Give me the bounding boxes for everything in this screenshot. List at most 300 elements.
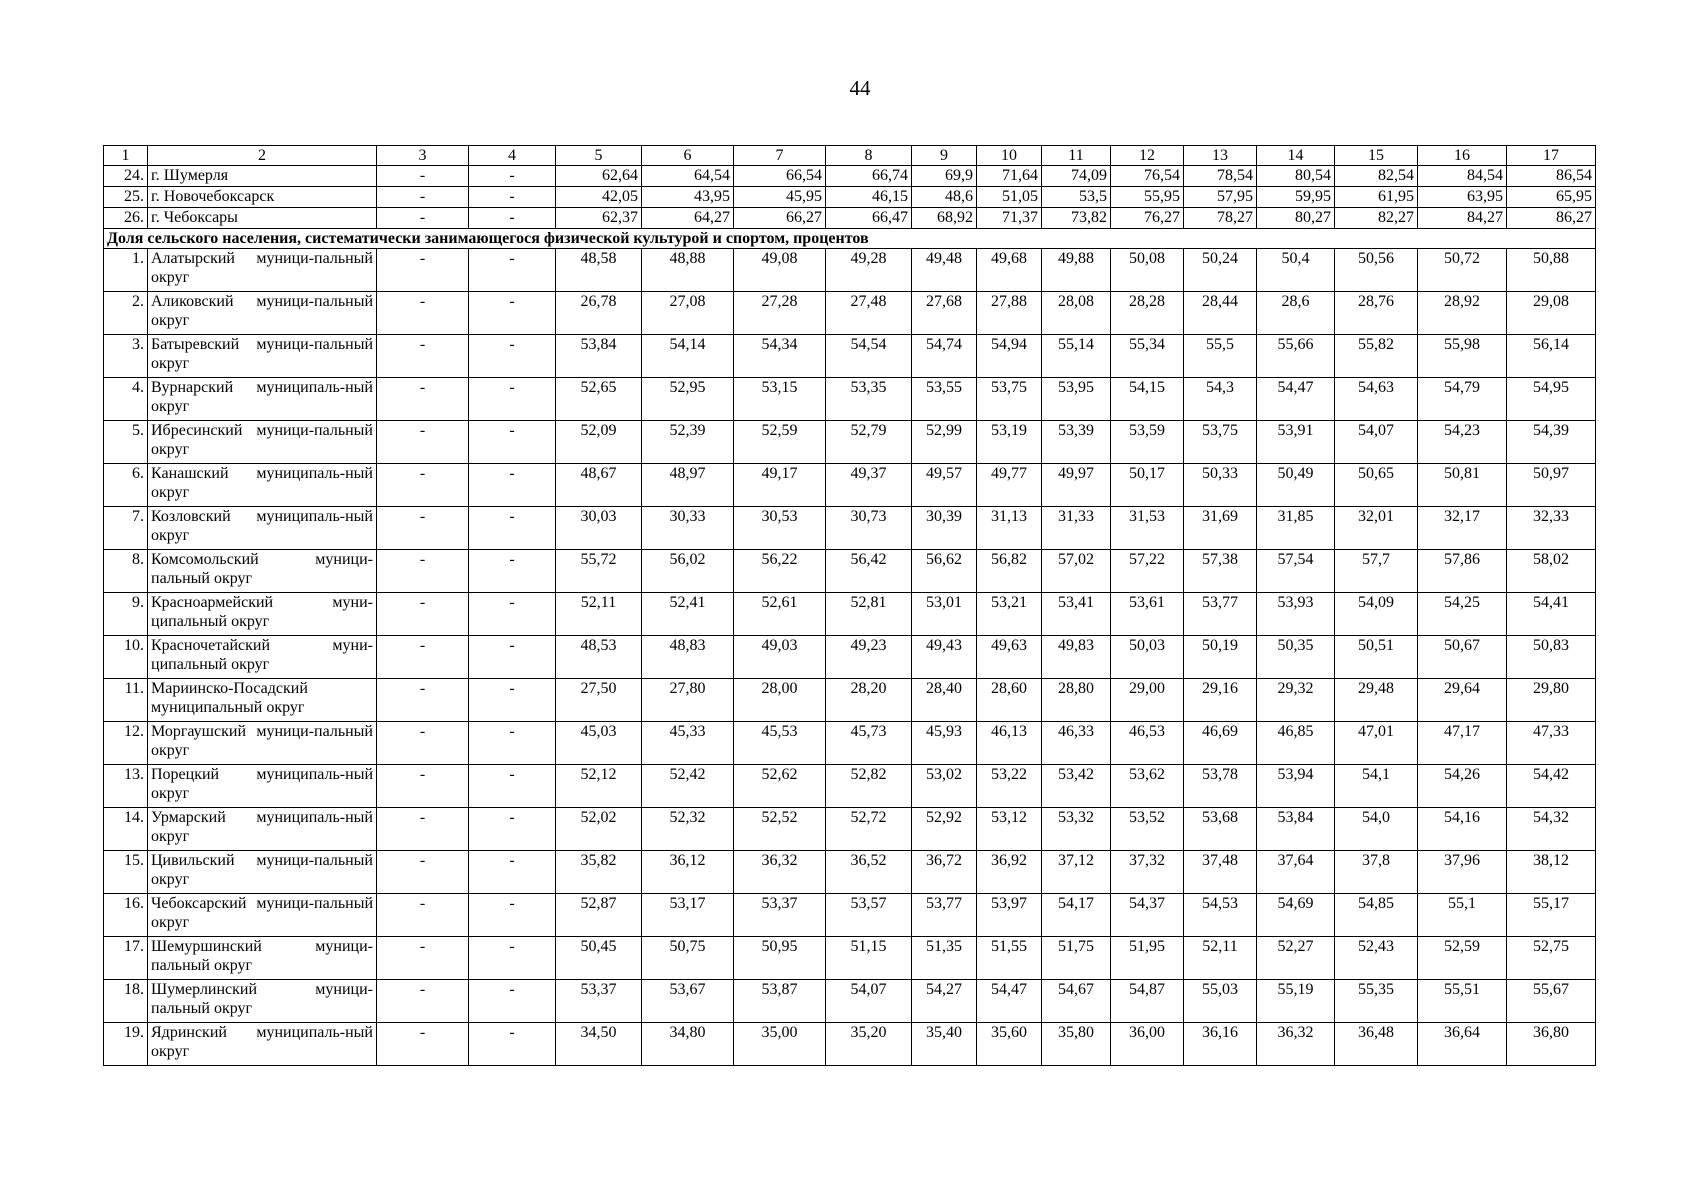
value-cell: 55,03 [1184,980,1257,1023]
value-cell: 82,27 [1335,208,1418,229]
value-cell: 54,26 [1418,765,1507,808]
value-cell: 53,5 [1042,187,1111,208]
value-cell: 54,42 [1507,765,1596,808]
value-cell: 53,77 [1184,593,1257,636]
value-cell: 49,23 [826,636,912,679]
municipality-name-cell: Батыревский муници-пальный округ [148,335,377,378]
value-cell: 29,64 [1418,679,1507,722]
value-cell: 55,72 [556,550,642,593]
table-row [104,679,1596,722]
value-cell: 49,97 [1042,464,1111,507]
value-cell: 53,37 [734,894,826,937]
value-cell: 35,60 [977,1023,1042,1066]
value-cell: 55,51 [1418,980,1507,1023]
value-cell: 55,14 [1042,335,1111,378]
column-3-cell: - [377,1023,469,1066]
value-cell: 53,52 [1111,808,1184,851]
value-cell: 53,42 [1042,765,1111,808]
row-number-cell: 26. [104,208,148,229]
table-row [104,187,1596,208]
value-cell: 29,08 [1507,292,1596,335]
value-cell: 38,12 [1507,851,1596,894]
value-cell: 54,15 [1111,378,1184,421]
value-cell: 52,39 [642,421,734,464]
row-number-cell: 17. [104,937,148,980]
value-cell: 36,48 [1335,1023,1418,1066]
table-row [104,808,1596,851]
value-cell: 35,00 [734,1023,826,1066]
value-cell: 50,03 [1111,636,1184,679]
value-cell: 55,95 [1111,187,1184,208]
value-cell: 71,64 [977,166,1042,187]
column-3-cell: - [377,937,469,980]
column-4-cell: - [469,593,556,636]
table-row [104,166,1596,187]
value-cell: 31,69 [1184,507,1257,550]
value-cell: 53,02 [912,765,977,808]
row-number-cell: 6. [104,464,148,507]
column-4-cell: - [469,937,556,980]
value-cell: 52,81 [826,593,912,636]
value-cell: 53,15 [734,378,826,421]
value-cell: 51,75 [1042,937,1111,980]
value-cell: 54,94 [977,335,1042,378]
column-4-cell: - [469,808,556,851]
column-number-cell: 15 [1335,146,1418,166]
column-4-cell: - [469,894,556,937]
value-cell: 64,54 [642,166,734,187]
column-4-cell: - [469,187,556,208]
value-cell: 57,02 [1042,550,1111,593]
column-3-cell: - [377,249,469,292]
value-cell: 50,72 [1418,249,1507,292]
value-cell: 52,43 [1335,937,1418,980]
column-4-cell: - [469,292,556,335]
value-cell: 53,61 [1111,593,1184,636]
municipality-name-cell: Красноармейский муни-ципальный округ [148,593,377,636]
value-cell: 54,27 [912,980,977,1023]
value-cell: 54,32 [1507,808,1596,851]
value-cell: 50,97 [1507,464,1596,507]
column-number-cell: 14 [1257,146,1335,166]
value-cell: 48,58 [556,249,642,292]
column-number-cell: 16 [1418,146,1507,166]
value-cell: 52,02 [556,808,642,851]
value-cell: 29,32 [1257,679,1335,722]
value-cell: 86,27 [1507,208,1596,229]
value-cell: 57,54 [1257,550,1335,593]
value-cell: 57,95 [1184,187,1257,208]
table-row [104,722,1596,765]
value-cell: 50,67 [1418,636,1507,679]
column-number-cell: 7 [734,146,826,166]
value-cell: 49,37 [826,464,912,507]
value-cell: 53,77 [912,894,977,937]
value-cell: 46,33 [1042,722,1111,765]
value-cell: 46,15 [826,187,912,208]
value-cell: 66,47 [826,208,912,229]
value-cell: 57,7 [1335,550,1418,593]
value-cell: 55,5 [1184,335,1257,378]
value-cell: 53,95 [1042,378,1111,421]
value-cell: 36,32 [734,851,826,894]
value-cell: 56,02 [642,550,734,593]
value-cell: 55,17 [1507,894,1596,937]
value-cell: 27,28 [734,292,826,335]
column-number-cell: 3 [377,146,469,166]
value-cell: 49,17 [734,464,826,507]
value-cell: 56,82 [977,550,1042,593]
column-4-cell: - [469,679,556,722]
value-cell: 80,27 [1257,208,1335,229]
value-cell: 54,41 [1507,593,1596,636]
value-cell: 28,08 [1042,292,1111,335]
municipality-name-cell: Моргаушский муници-пальный округ [148,722,377,765]
value-cell: 45,53 [734,722,826,765]
table-row [104,550,1596,593]
column-4-cell: - [469,166,556,187]
value-cell: 45,95 [734,187,826,208]
value-cell: 36,00 [1111,1023,1184,1066]
value-cell: 30,03 [556,507,642,550]
value-cell: 55,98 [1418,335,1507,378]
value-cell: 82,54 [1335,166,1418,187]
value-cell: 55,67 [1507,980,1596,1023]
table-row [104,335,1596,378]
municipality-name-cell: Красночетайский муни-ципальный округ [148,636,377,679]
value-cell: 53,84 [556,335,642,378]
row-number-cell: 14. [104,808,148,851]
value-cell: 29,16 [1184,679,1257,722]
row-number-cell: 24. [104,166,148,187]
column-number-cell: 4 [469,146,556,166]
value-cell: 34,50 [556,1023,642,1066]
row-number-cell: 25. [104,187,148,208]
value-cell: 54,07 [1335,421,1418,464]
value-cell: 36,92 [977,851,1042,894]
row-number-cell: 10. [104,636,148,679]
row-number-cell: 16. [104,894,148,937]
table-row [104,593,1596,636]
value-cell: 54,1 [1335,765,1418,808]
value-cell: 54,69 [1257,894,1335,937]
column-4-cell: - [469,421,556,464]
value-cell: 54,67 [1042,980,1111,1023]
value-cell: 46,85 [1257,722,1335,765]
value-cell: 50,81 [1418,464,1507,507]
value-cell: 52,12 [556,765,642,808]
value-cell: 86,54 [1507,166,1596,187]
value-cell: 36,72 [912,851,977,894]
value-cell: 76,27 [1111,208,1184,229]
column-4-cell: - [469,851,556,894]
value-cell: 46,69 [1184,722,1257,765]
column-3-cell: - [377,421,469,464]
table-row [104,980,1596,1023]
value-cell: 55,35 [1335,980,1418,1023]
value-cell: 53,93 [1257,593,1335,636]
value-cell: 84,27 [1418,208,1507,229]
value-cell: 54,07 [826,980,912,1023]
row-number-cell: 13. [104,765,148,808]
value-cell: 52,62 [734,765,826,808]
value-cell: 28,28 [1111,292,1184,335]
value-cell: 31,33 [1042,507,1111,550]
value-cell: 53,68 [1184,808,1257,851]
value-cell: 52,65 [556,378,642,421]
value-cell: 37,12 [1042,851,1111,894]
column-number-cell: 12 [1111,146,1184,166]
table-row [104,249,1596,292]
value-cell: 74,09 [1042,166,1111,187]
column-number-row [104,146,1596,166]
row-number-cell: 11. [104,679,148,722]
value-cell: 27,80 [642,679,734,722]
table-row [104,937,1596,980]
municipality-name-cell: г. Шумерля [148,166,377,187]
value-cell: 55,1 [1418,894,1507,937]
value-cell: 54,3 [1184,378,1257,421]
value-cell: 54,23 [1418,421,1507,464]
column-3-cell: - [377,980,469,1023]
value-cell: 76,54 [1111,166,1184,187]
municipality-name-cell: Комсомольский муници-пальный округ [148,550,377,593]
column-number-cell: 17 [1507,146,1596,166]
value-cell: 68,92 [912,208,977,229]
value-cell: 50,75 [642,937,734,980]
row-number-cell: 2. [104,292,148,335]
value-cell: 54,17 [1042,894,1111,937]
value-cell: 28,76 [1335,292,1418,335]
value-cell: 48,88 [642,249,734,292]
value-cell: 47,01 [1335,722,1418,765]
value-cell: 49,68 [977,249,1042,292]
value-cell: 53,41 [1042,593,1111,636]
value-cell: 53,01 [912,593,977,636]
value-cell: 54,16 [1418,808,1507,851]
value-cell: 54,14 [642,335,734,378]
column-3-cell: - [377,166,469,187]
value-cell: 52,92 [912,808,977,851]
table-row [104,378,1596,421]
value-cell: 50,4 [1257,249,1335,292]
value-cell: 55,19 [1257,980,1335,1023]
value-cell: 50,08 [1111,249,1184,292]
page-number: 44 [849,76,871,100]
column-3-cell: - [377,378,469,421]
value-cell: 64,27 [642,208,734,229]
municipality-name-cell: Цивильский муници-пальный округ [148,851,377,894]
value-cell: 53,55 [912,378,977,421]
column-3-cell: - [377,636,469,679]
value-cell: 52,99 [912,421,977,464]
value-cell: 48,97 [642,464,734,507]
column-3-cell: - [377,335,469,378]
table-row [104,636,1596,679]
column-number-cell: 11 [1042,146,1111,166]
value-cell: 55,34 [1111,335,1184,378]
value-cell: 53,17 [642,894,734,937]
value-cell: 52,42 [642,765,734,808]
value-cell: 34,80 [642,1023,734,1066]
value-cell: 73,82 [1042,208,1111,229]
value-cell: 54,74 [912,335,977,378]
value-cell: 52,11 [556,593,642,636]
value-cell: 37,64 [1257,851,1335,894]
column-number-cell: 1 [104,146,148,166]
value-cell: 52,32 [642,808,734,851]
value-cell: 54,34 [734,335,826,378]
value-cell: 51,55 [977,937,1042,980]
value-cell: 50,45 [556,937,642,980]
value-cell: 65,95 [1507,187,1596,208]
column-4-cell: - [469,249,556,292]
value-cell: 53,37 [556,980,642,1023]
value-cell: 49,43 [912,636,977,679]
value-cell: 27,50 [556,679,642,722]
row-number-cell: 9. [104,593,148,636]
value-cell: 49,88 [1042,249,1111,292]
row-number-cell: 4. [104,378,148,421]
value-cell: 53,94 [1257,765,1335,808]
value-cell: 51,95 [1111,937,1184,980]
value-cell: 84,54 [1418,166,1507,187]
value-cell: 50,19 [1184,636,1257,679]
value-cell: 52,27 [1257,937,1335,980]
value-cell: 42,05 [556,187,642,208]
value-cell: 66,54 [734,166,826,187]
municipality-name-cell: Ибресинский муници-пальный округ [148,421,377,464]
value-cell: 66,74 [826,166,912,187]
value-cell: 30,33 [642,507,734,550]
value-cell: 28,00 [734,679,826,722]
value-cell: 45,93 [912,722,977,765]
value-cell: 49,28 [826,249,912,292]
value-cell: 30,53 [734,507,826,550]
municipality-name-cell: Порецкий муниципаль-ный округ [148,765,377,808]
value-cell: 28,6 [1257,292,1335,335]
value-cell: 54,85 [1335,894,1418,937]
value-cell: 36,12 [642,851,734,894]
row-number-cell: 1. [104,249,148,292]
value-cell: 58,02 [1507,550,1596,593]
value-cell: 45,33 [642,722,734,765]
value-cell: 32,01 [1335,507,1418,550]
column-3-cell: - [377,808,469,851]
column-4-cell: - [469,507,556,550]
value-cell: 37,48 [1184,851,1257,894]
value-cell: 52,09 [556,421,642,464]
value-cell: 36,80 [1507,1023,1596,1066]
column-3-cell: - [377,464,469,507]
value-cell: 52,75 [1507,937,1596,980]
value-cell: 28,40 [912,679,977,722]
column-number-cell: 13 [1184,146,1257,166]
table-row [104,765,1596,808]
value-cell: 54,09 [1335,593,1418,636]
municipality-name-cell: Мариинско-Посадский муниципальный округ [148,679,377,722]
column-3-cell: - [377,187,469,208]
value-cell: 29,80 [1507,679,1596,722]
value-cell: 54,39 [1507,421,1596,464]
value-cell: 53,91 [1257,421,1335,464]
value-cell: 37,32 [1111,851,1184,894]
column-4-cell: - [469,208,556,229]
value-cell: 53,19 [977,421,1042,464]
row-number-cell: 3. [104,335,148,378]
value-cell: 50,88 [1507,249,1596,292]
value-cell: 27,08 [642,292,734,335]
municipality-name-cell: Чебоксарский муници-пальный округ [148,894,377,937]
municipality-name-cell: Шумерлинский муници-пальный округ [148,980,377,1023]
value-cell: 53,84 [1257,808,1335,851]
value-cell: 53,97 [977,894,1042,937]
value-cell: 28,20 [826,679,912,722]
table-body [104,146,1596,1066]
value-cell: 52,87 [556,894,642,937]
municipality-name-cell: г. Новочебоксарск [148,187,377,208]
value-cell: 50,49 [1257,464,1335,507]
value-cell: 54,47 [1257,378,1335,421]
value-cell: 45,03 [556,722,642,765]
value-cell: 53,22 [977,765,1042,808]
municipality-name-cell: Урмарский муниципаль-ный округ [148,808,377,851]
value-cell: 53,35 [826,378,912,421]
value-cell: 56,42 [826,550,912,593]
value-cell: 55,82 [1335,335,1418,378]
value-cell: 53,57 [826,894,912,937]
municipality-name-cell: Канашский муниципаль-ный округ [148,464,377,507]
value-cell: 53,39 [1042,421,1111,464]
value-cell: 28,92 [1418,292,1507,335]
value-cell: 50,35 [1257,636,1335,679]
column-4-cell: - [469,636,556,679]
value-cell: 37,96 [1418,851,1507,894]
municipality-name-cell: Козловский муниципаль-ный округ [148,507,377,550]
value-cell: 56,22 [734,550,826,593]
value-cell: 35,82 [556,851,642,894]
value-cell: 57,86 [1418,550,1507,593]
value-cell: 53,32 [1042,808,1111,851]
value-cell: 36,64 [1418,1023,1507,1066]
column-3-cell: - [377,894,469,937]
column-number-cell: 6 [642,146,734,166]
row-number-cell: 7. [104,507,148,550]
value-cell: 43,95 [642,187,734,208]
value-cell: 51,05 [977,187,1042,208]
value-cell: 47,17 [1418,722,1507,765]
row-number-cell: 19. [104,1023,148,1066]
value-cell: 54,87 [1111,980,1184,1023]
table-row [104,292,1596,335]
value-cell: 54,54 [826,335,912,378]
row-number-cell: 12. [104,722,148,765]
value-cell: 80,54 [1257,166,1335,187]
column-4-cell: - [469,550,556,593]
value-cell: 50,65 [1335,464,1418,507]
value-cell: 29,00 [1111,679,1184,722]
value-cell: 69,9 [912,166,977,187]
value-cell: 35,40 [912,1023,977,1066]
value-cell: 49,77 [977,464,1042,507]
value-cell: 50,33 [1184,464,1257,507]
value-cell: 50,17 [1111,464,1184,507]
value-cell: 46,13 [977,722,1042,765]
value-cell: 36,16 [1184,1023,1257,1066]
column-4-cell: - [469,765,556,808]
value-cell: 62,37 [556,208,642,229]
value-cell: 49,08 [734,249,826,292]
